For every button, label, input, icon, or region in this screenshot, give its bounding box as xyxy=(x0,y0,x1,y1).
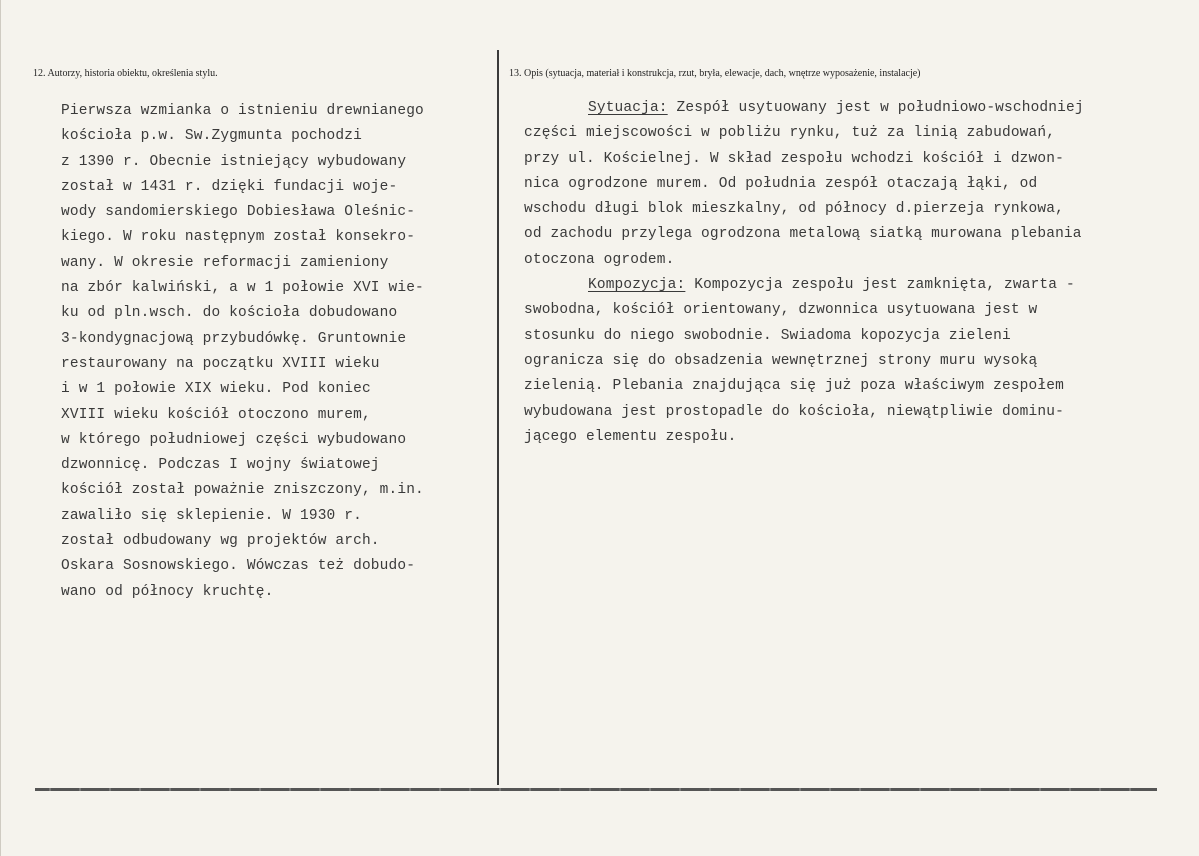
history-line: wano od północy kruchtę. xyxy=(61,583,274,600)
sytuacja-line: od zachodu przylega ogrodzona metalową siatką murowana plebania xyxy=(524,226,1082,243)
history-line: dzwonnicę. Podczas I wojny światowej xyxy=(61,457,380,474)
sytuacja-line: otoczona ogrodem. xyxy=(524,251,675,268)
sytuacja-line: wschodu długi blok mieszkalny, od północy d.pierzeja rynkowa, xyxy=(524,201,1064,218)
kompozycja-line: ogranicza się do obsadzenia wewnętrznej strony muru wysoką xyxy=(524,352,1038,369)
history-line: w którego południowej części wybudowano xyxy=(61,431,407,448)
kompozycja-line: jącego elementu zespołu. xyxy=(524,428,737,445)
history-line: z 1390 r. Obecnie istniejący wybudowany xyxy=(61,153,407,170)
kompozycja-line: wybudowana jest prostopadle do kościoła, niewątpliwie dominu- xyxy=(524,403,1064,420)
history-line: wany. W okresie reformacji zamieniony xyxy=(61,254,389,271)
sytuacja-line: części miejscowości w pobliżu rynku, tuż za linią zabudowań, xyxy=(524,125,1056,142)
kompozycja-line: swobodna, kościół orientowany, dzwonnica usytuowana jest w xyxy=(524,302,1038,319)
kompozycja-first-text: Kompozycja zespołu jest zamknięta, zwarta - xyxy=(685,277,1075,294)
kompozycja-line: stosunku do niego swobodnie. Swiadoma kopozycja zieleni xyxy=(524,327,1011,344)
history-line: na zbór kalwiński, a w 1 połowie XVI wie- xyxy=(61,280,424,297)
section-13-header: 13. Opis (sytuacja, materiał i konstrukcja, rzut, bryła, elewacje, dach, wnętrze wyposażenie, instalacje) xyxy=(509,68,921,79)
history-line: i w 1 połowie XIX wieku. Pod koniec xyxy=(61,381,371,398)
history-line: ku od pln.wsch. do kościoła dobudowano xyxy=(61,305,398,322)
history-line: 3-kondygnacjową przybudówkę. Gruntownie xyxy=(61,330,407,347)
sytuacja-line: przy ul. Kościelnej. W skład zespołu wchodzi kościół i dzwon- xyxy=(524,150,1064,167)
history-line: restaurowany na początku XVIII wieku xyxy=(61,355,380,372)
history-line: kościół został poważnie zniszczony, m.in. xyxy=(61,482,424,499)
history-line: kościoła p.w. Sw.Zygmunta pochodzi xyxy=(61,128,362,145)
kompozycja-line: zielenią. Plebania znajdująca się już poza właściwym zespołem xyxy=(524,378,1064,395)
history-line: wody sandomierskiego Dobiesława Oleśnic- xyxy=(61,204,416,221)
history-line: kiego. W roku następnym został konsekro- xyxy=(61,229,416,246)
bottom-rule xyxy=(35,788,1157,791)
sytuacja-line: nica ogrodzone murem. Od południa zespół otaczają łąki, od xyxy=(524,175,1038,192)
history-line: Oskara Sosnowskiego. Wówczas też dobudo- xyxy=(61,558,416,575)
section-12-header: 12. Autorzy, historia obiektu, określenia stylu. xyxy=(33,68,218,79)
history-line: został w 1431 r. dzięki fundacji woje- xyxy=(61,178,398,195)
history-text xyxy=(61,99,493,605)
history-line: zawaliło się sklepienie. W 1930 r. xyxy=(61,507,362,524)
description-text xyxy=(524,96,1164,450)
column-divider xyxy=(497,50,499,785)
sytuacja-first-text: Zespół usytuowany jest w południowo-wschodniej xyxy=(667,100,1084,116)
sytuacja-first-line xyxy=(524,96,1164,121)
history-line: XVIII wieku kościół otoczono murem, xyxy=(61,406,371,423)
history-line: Pierwsza wzmianka o istnieniu drewnianego xyxy=(61,103,424,119)
history-line: został odbudowany wg projektów arch. xyxy=(61,533,380,550)
sytuacja-label: Sytuacja: xyxy=(588,100,668,116)
kompozycja-label: Kompozycja: xyxy=(588,277,686,294)
kompozycja-first-line xyxy=(524,273,1164,298)
